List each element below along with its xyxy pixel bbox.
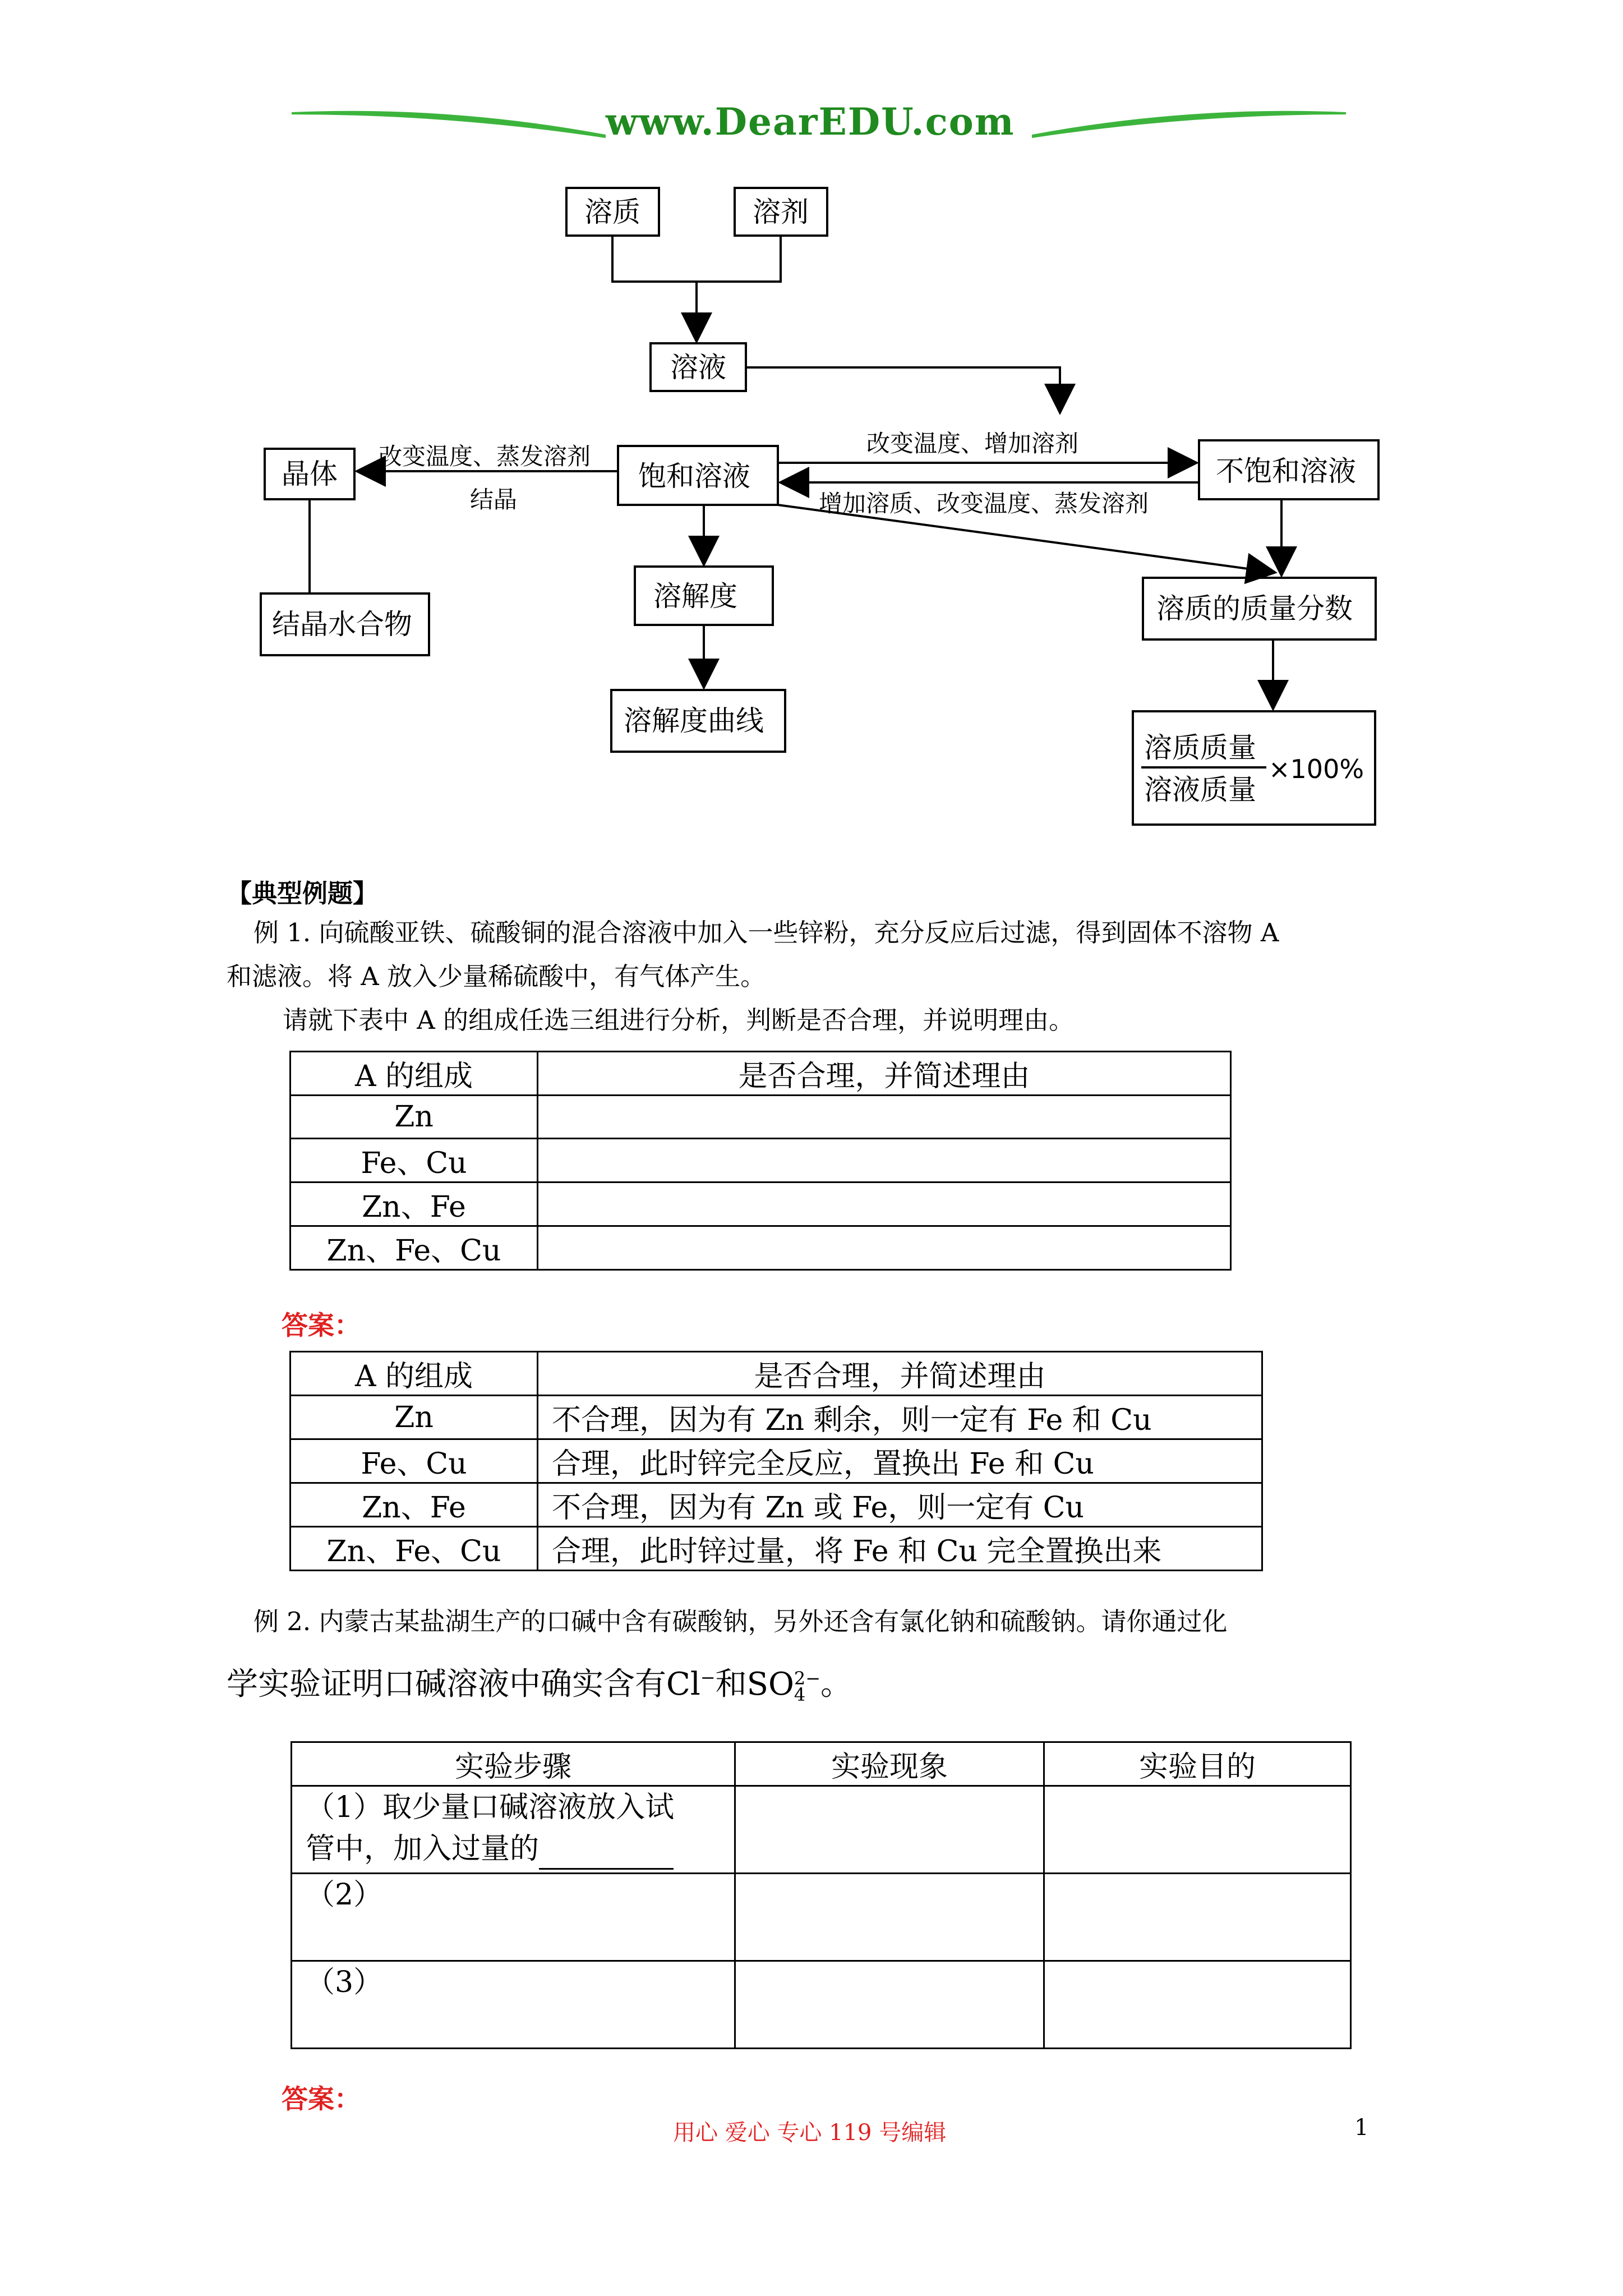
col-header-steps: 实验步骤: [292, 1742, 735, 1786]
table-row: [291, 1483, 1262, 1527]
answer-label-1: 答案：: [282, 1310, 361, 1341]
table-row: [291, 1527, 1262, 1571]
table-row: [291, 1052, 1231, 1096]
example2-line2-post: 。: [820, 1666, 852, 1703]
answer-label-2: 答案：: [282, 2084, 361, 2115]
cell-composition: Zn、Fe: [291, 1483, 538, 1527]
formula-multiplier: ×100%: [1269, 754, 1364, 784]
cell-composition: Fe、Cu: [291, 1139, 538, 1182]
table-row: [291, 1226, 1231, 1270]
col-header-composition: A 的组成: [291, 1052, 538, 1096]
step1-line-b: 管中，加入过量的: [306, 1832, 540, 1866]
step1-line-a: （1）取少量口碱溶液放入试: [306, 1791, 675, 1824]
example2-line2-mid: 和SO: [715, 1666, 794, 1703]
concept-diagram: [247, 180, 1413, 830]
cell-composition: Zn、Fe: [291, 1182, 538, 1226]
cell-reason-empty[interactable]: [538, 1139, 1231, 1182]
sulfate-charge: 2−: [794, 1667, 821, 1689]
site-logo: www.DearEDU.com: [606, 100, 1015, 144]
table-composition-question: [289, 1051, 1232, 1271]
node-solute-label: 溶质: [584, 196, 640, 228]
node-solution-label: 溶液: [670, 351, 726, 384]
cell-phenomenon-empty[interactable]: [735, 1961, 1044, 2049]
col-header-reason: 是否合理，并简述理由: [538, 1352, 1262, 1396]
cell-step-3: （3）: [292, 1961, 735, 2049]
table-experiment: [291, 1741, 1352, 2049]
section-title: 【典型例题】: [227, 878, 379, 908]
cell-composition: Zn: [291, 1396, 538, 1439]
cell-reason-empty[interactable]: [538, 1182, 1231, 1226]
cell-reason: 不合理，因为有 Zn 或 Fe，则一定有 Cu: [538, 1483, 1262, 1527]
cell-phenomenon-empty[interactable]: [735, 1874, 1044, 1961]
cell-composition: Zn、Fe、Cu: [291, 1226, 538, 1270]
formula-denominator: 溶液质量: [1144, 774, 1256, 806]
node-solubility-label: 溶解度: [653, 580, 737, 613]
page-number: 1: [1354, 2115, 1369, 2141]
edge-to-saturated-label: 增加溶质、改变温度、蒸发溶剂: [819, 490, 1149, 517]
table-row: [292, 1961, 1351, 2049]
example2-line2: [227, 1659, 852, 1704]
col-header-reason: 是否合理，并简述理由: [538, 1052, 1231, 1096]
table-row: [292, 1786, 1351, 1874]
cell-composition: Zn、Fe、Cu: [291, 1527, 538, 1571]
table-composition-answer: [289, 1351, 1263, 1571]
cell-composition: Fe、Cu: [291, 1439, 538, 1483]
footer-text: 用心 爱心 专心 119 号编辑: [673, 2120, 947, 2146]
example1-line3: 请就下表中 A 的组成任选三组进行分析，判断是否合理，并说明理由。: [283, 1005, 1075, 1035]
node-crystal-label: 晶体: [282, 458, 338, 490]
cell-reason: 不合理，因为有 Zn 剩余，则一定有 Fe 和 Cu: [538, 1396, 1262, 1439]
table-row: [291, 1439, 1262, 1483]
node-saturated-label: 饱和溶液: [638, 460, 750, 493]
example2-line1: 例 2. 内蒙古某盐湖生产的口碱中含有碳酸钠，另外还含有氯化钠和硫酸钠。请你通过化: [253, 1607, 1228, 1636]
cell-composition: Zn: [291, 1096, 538, 1139]
node-hydrate-label: 结晶水合物: [272, 608, 412, 641]
cell-purpose-empty[interactable]: [1044, 1786, 1351, 1874]
cell-purpose-empty[interactable]: [1044, 1961, 1351, 2049]
cell-step-1: [292, 1786, 735, 1874]
cell-reason-empty[interactable]: [538, 1096, 1231, 1139]
sulfate-subscript: 4: [794, 1683, 806, 1705]
table-row: [291, 1139, 1231, 1182]
cell-reason-empty[interactable]: [538, 1226, 1231, 1270]
table-row: [291, 1352, 1262, 1396]
node-mass-fraction-label: 溶质的质量分数: [1156, 592, 1353, 625]
formula-numerator: 溶质质量: [1144, 731, 1256, 764]
col-header-purpose: 实验目的: [1044, 1742, 1351, 1786]
cell-reason: 合理，此时锌过量，将 Fe 和 Cu 完全置换出来: [538, 1527, 1262, 1571]
cell-purpose-empty[interactable]: [1044, 1874, 1351, 1961]
node-unsaturated-label: 不饱和溶液: [1216, 455, 1356, 487]
cell-phenomenon-empty[interactable]: [735, 1786, 1044, 1874]
cell-reason: 合理，此时锌完全反应，置换出 Fe 和 Cu: [538, 1439, 1262, 1483]
table-row: [292, 1874, 1351, 1961]
node-curve-label: 溶解度曲线: [624, 705, 764, 737]
node-solvent-label: 溶剂: [753, 196, 809, 228]
chloride-charge: −: [700, 1667, 716, 1688]
col-header-composition: A 的组成: [291, 1352, 538, 1396]
cell-step-2: （2）: [292, 1874, 735, 1961]
example2-line2-pre: 学实验证明口碱溶液中确实含有Cl: [227, 1666, 700, 1703]
table-row: [292, 1742, 1351, 1786]
col-header-phenomena: 实验现象: [735, 1742, 1044, 1786]
example1-line1: 例 1. 向硫酸亚铁、硫酸铜的混合溶液中加入一些锌粉，充分反应后过滤，得到固体不溶物 A: [253, 918, 1279, 947]
table-row: [291, 1096, 1231, 1139]
step1-blank[interactable]: [539, 1840, 674, 1870]
table-row: [291, 1182, 1231, 1226]
example1-line2: 和滤液。将 A 放入少量稀硫酸中，有气体产生。: [227, 961, 766, 991]
edge-to-unsaturated-label: 改变温度、增加溶剂: [866, 430, 1079, 457]
edge-crystallize-label: 结晶: [470, 486, 518, 513]
table-row: [291, 1396, 1262, 1439]
edge-to-crystal-label: 改变温度、蒸发溶剂: [379, 443, 591, 470]
